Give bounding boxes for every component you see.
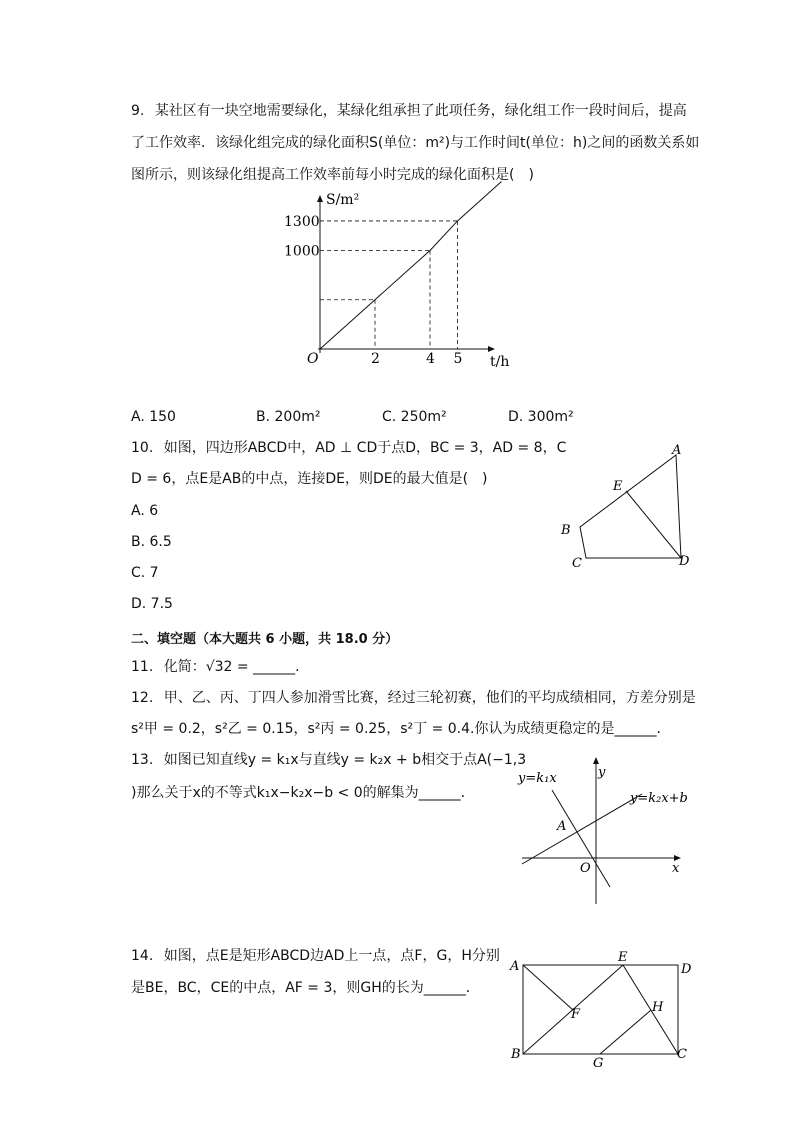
q10-line2: D = 6，点E是AB的中点，连接DE，则DE的最大值是( ) xyxy=(131,471,488,487)
q13-label-k2x-b: y=k₂x+b xyxy=(630,791,688,806)
q14-line1 xyxy=(131,949,500,963)
q10-number: 10. xyxy=(131,440,154,456)
q9-line1 xyxy=(131,104,687,118)
q14-text-1: 如图，点E是矩形ABCD边AD上一点，点F，G，H分别 xyxy=(163,948,500,964)
q11 xyxy=(131,660,309,674)
q10-option-d[interactable]: D. 7.5 xyxy=(131,596,173,612)
q10-option-a[interactable]: A. 6 xyxy=(131,503,159,519)
q9-y-tick-label: 1300 xyxy=(284,213,320,230)
q13-line-k2x-b xyxy=(522,794,642,864)
q10-label-b: B xyxy=(561,523,571,538)
q13-figure xyxy=(514,752,694,910)
q12-number: 12. xyxy=(131,690,154,706)
q13-text-1: 如图已知直线y = k₁x与直线y = k₂x + b相交于点A(−1,3 xyxy=(163,752,527,768)
q9-option-c[interactable]: C. 250m² xyxy=(382,409,447,425)
q13-label-o: O xyxy=(580,861,591,876)
q14-segment-ec xyxy=(623,965,678,1054)
q11-text: 化简：√32 = ______． xyxy=(163,659,310,675)
q12-line2: s²甲 = 0.2，s²乙 = 0.15，s²丙 = 0.25，s²丁 = 0.4.你认为成绩更稳定的是______． xyxy=(131,721,671,737)
q9-option-a[interactable]: A. 150 xyxy=(131,409,176,425)
q9-y-tick-label: 1000 xyxy=(284,243,320,260)
q9-line3: 图所示，则该绿化组提高工作效率前每小时完成的绿化面积是( ) xyxy=(131,167,534,183)
q9-line2: 了工作效率．该绿化组完成的绿化面积S(单位：m²)与工作时间t(单位：h)之间的函数关系如 xyxy=(131,135,700,151)
q14-line2: 是BE，BC，CE的中点，AF = 3，则GH的长为______． xyxy=(131,980,480,996)
q14-segment-af xyxy=(523,965,573,1010)
q10-segment-de xyxy=(626,491,681,558)
q10-option-b[interactable]: B. 6.5 xyxy=(131,534,172,550)
q10-label-d: D xyxy=(679,554,690,569)
q13-label-a: A xyxy=(557,819,567,834)
q9-x-tick-label: 5 xyxy=(453,351,463,367)
q9-option-d[interactable]: D. 300m² xyxy=(508,409,574,425)
q9-number: 9. xyxy=(131,103,145,119)
q11-number: 11. xyxy=(131,659,154,675)
q14-label-g: G xyxy=(593,1056,604,1071)
q10-label-a: A xyxy=(672,443,682,458)
q9-origin-label: O xyxy=(307,351,319,367)
q9-x-tick-label: 2 xyxy=(371,351,380,367)
q13-label-y: y xyxy=(598,765,606,780)
q9-x-tick-label: 4 xyxy=(426,351,435,367)
q14-label-b: B xyxy=(511,1047,521,1062)
q10-figure xyxy=(555,440,705,575)
q14-label-h: H xyxy=(652,1000,664,1015)
q14-figure xyxy=(505,950,700,1075)
q13-line2: )那么关于x的不等式k₁x−k₂x−b < 0的解集为______． xyxy=(131,785,475,801)
q9-chart xyxy=(284,188,526,378)
q14-label-d: D xyxy=(681,962,692,977)
q9-option-b[interactable]: B. 200m² xyxy=(256,409,321,425)
q14-number: 14. xyxy=(131,948,154,964)
q12-line1 xyxy=(131,691,696,705)
q9-text-1: 某社区有一块空地需要绿化，某绿化组承担了此项任务，绿化组工作一段时间后，提高 xyxy=(154,103,687,119)
q10-label-c: C xyxy=(572,556,582,571)
q10-label-e: E xyxy=(613,479,623,494)
q14-label-c: C xyxy=(677,1047,687,1062)
q13-line1 xyxy=(131,753,526,767)
q10-text-1: 如图，四边形ABCD中，AD ⊥ CD于点D，BC = 3，AD = 8，C xyxy=(163,440,567,456)
q10-line1 xyxy=(131,441,566,455)
section-2-heading: 二、填空题（本大题共 6 小题，共 18.0 分） xyxy=(131,632,399,647)
q10-option-c[interactable]: C. 7 xyxy=(131,565,159,581)
q12-text-1: 甲、乙、丙、丁四人参加滑雪比赛，经过三轮初赛，他们的平均成绩相同，方差分别是 xyxy=(163,690,696,706)
q14-label-a: A xyxy=(510,959,520,974)
q9-x-axis-label: t/h xyxy=(490,354,510,370)
q13-number: 13. xyxy=(131,752,154,768)
q14-label-e: E xyxy=(618,950,628,965)
q10-quadrilateral xyxy=(580,455,681,558)
q13-label-k1x: y=k₁x xyxy=(518,771,557,786)
q14-label-f: F xyxy=(571,1007,581,1022)
q14-segment-gh xyxy=(600,1010,651,1054)
q13-label-x: x xyxy=(672,861,680,876)
q9-y-axis-label: S/m² xyxy=(326,192,360,208)
